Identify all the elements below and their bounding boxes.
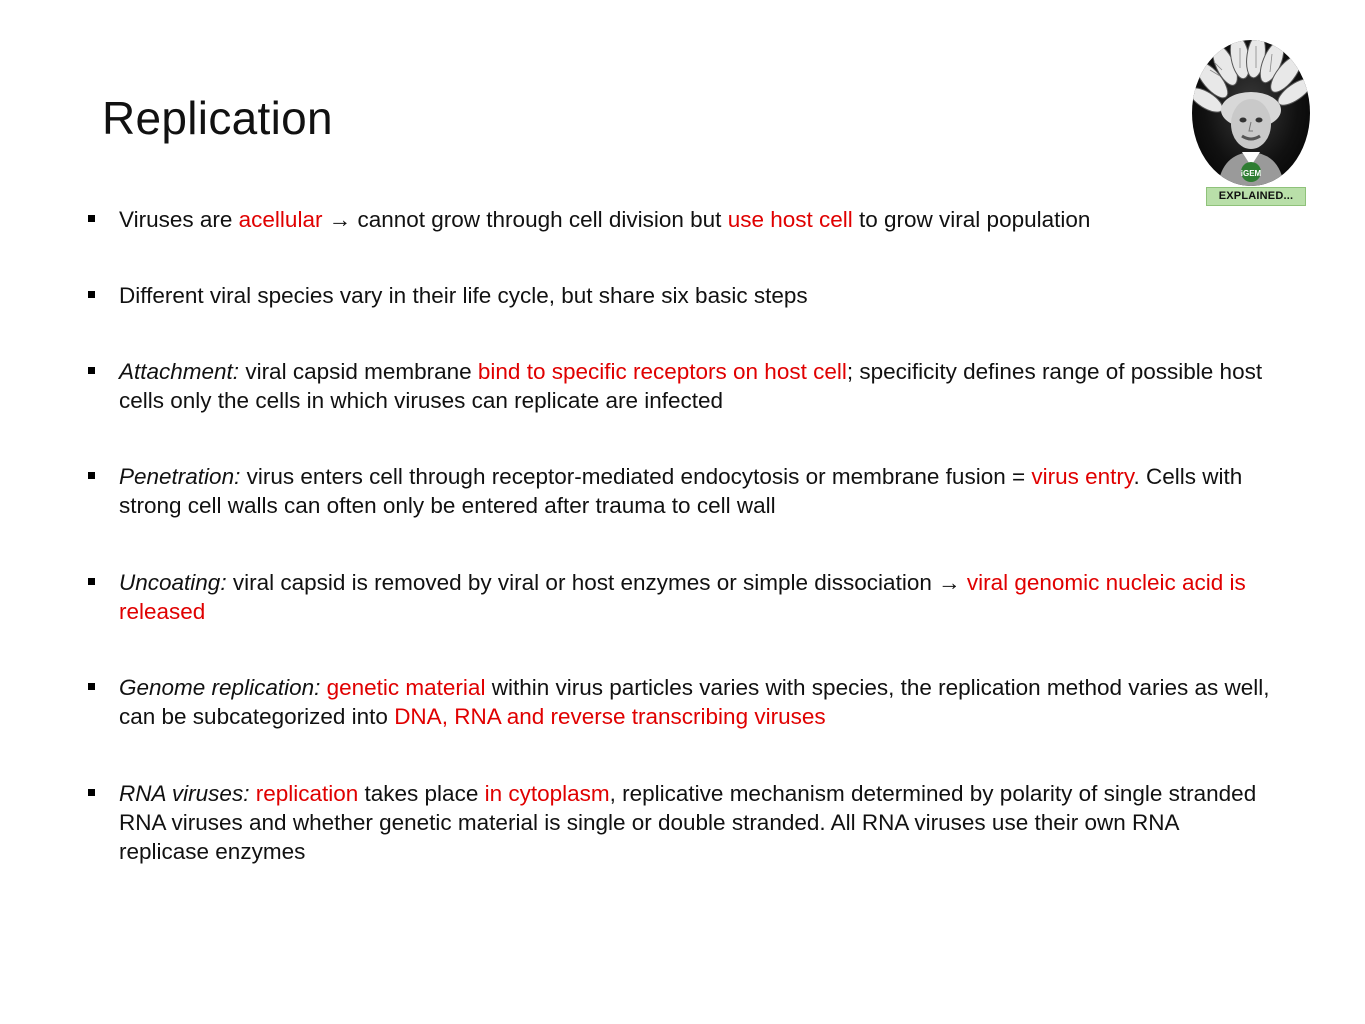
highlight-text: acellular — [238, 207, 323, 232]
portrait-illustration-icon — [1192, 40, 1310, 186]
bullet-text: cannot grow through cell division but — [357, 207, 728, 232]
bullet-text: . Cells with strong cell walls can often only be entered after trauma to cell wall — [119, 464, 1243, 518]
highlight-text: DNA, RNA and reverse transcribing viruses — [394, 704, 826, 729]
bullet-text: takes place — [358, 781, 485, 806]
bullet-item — [86, 357, 1271, 415]
bullet-text: ; specificity defines range of possible host cells only the cells in which viruses can replicate are infected — [119, 359, 1263, 413]
igem-badge-text: iGEM — [1240, 169, 1262, 178]
bullet-marker — [88, 472, 95, 479]
bullet-text: viral capsid membrane — [239, 359, 478, 384]
bullet-marker — [88, 789, 95, 796]
bullet-text: to grow viral population — [852, 207, 1091, 232]
highlight-text: use host cell — [727, 207, 853, 232]
bullet-item — [86, 205, 1217, 234]
step-term: Genome replication: — [119, 675, 321, 700]
bullet-item — [86, 568, 1271, 626]
step-term: Uncoating: — [119, 570, 227, 595]
bullet-text: viral capsid is removed by viral or host enzymes or simple dissociation — [226, 570, 939, 595]
bullet-text: within virus particles varies with species, the replication method varies as well, can be subcategorized into — [119, 675, 1270, 729]
highlight-text: bind to specific receptors on host cell — [477, 359, 847, 384]
arrow-icon: → — [938, 570, 961, 595]
bullet-text: Different viral species vary in their life cycle, but share six basic steps — [119, 283, 808, 308]
step-term: Penetration: — [119, 464, 241, 489]
highlight-text: virus entry — [1031, 464, 1134, 489]
highlight-text: genetic material — [320, 675, 486, 700]
bullet-text: , replicative mechanism determined by polarity of single stranded RNA viruses and whether genetic material is single or double stranded. All RNA viruses use their own RNA replicase enzymes — [119, 781, 1257, 864]
logo-label: EXPLAINED... — [1206, 187, 1306, 206]
bullet-marker — [88, 578, 95, 585]
bullet-text: virus enters cell through receptor-mediated endocytosis or membrane fusion = — [240, 464, 1032, 489]
slide-title: Replication — [102, 92, 333, 144]
bullet-item — [86, 779, 1271, 866]
bullet-marker — [88, 215, 95, 222]
arrow-icon: → — [322, 207, 358, 232]
highlight-text: in cytoplasm — [484, 781, 610, 806]
bullet-item — [86, 281, 1271, 310]
igem-explained-logo — [1192, 40, 1308, 208]
bullet-list — [86, 205, 1271, 866]
step-term: RNA viruses: — [119, 781, 250, 806]
step-term: Attachment: — [119, 359, 240, 384]
bullet-item — [86, 673, 1271, 731]
bullet-item — [86, 462, 1271, 520]
bullet-text: Viruses are — [119, 207, 239, 232]
highlight-text: viral genomic nucleic acid is released — [119, 570, 1246, 624]
bullet-marker — [88, 367, 95, 374]
bullet-marker — [88, 291, 95, 298]
highlight-text: replication — [249, 781, 359, 806]
bullet-marker — [88, 683, 95, 690]
portrait-oval — [1192, 40, 1310, 186]
